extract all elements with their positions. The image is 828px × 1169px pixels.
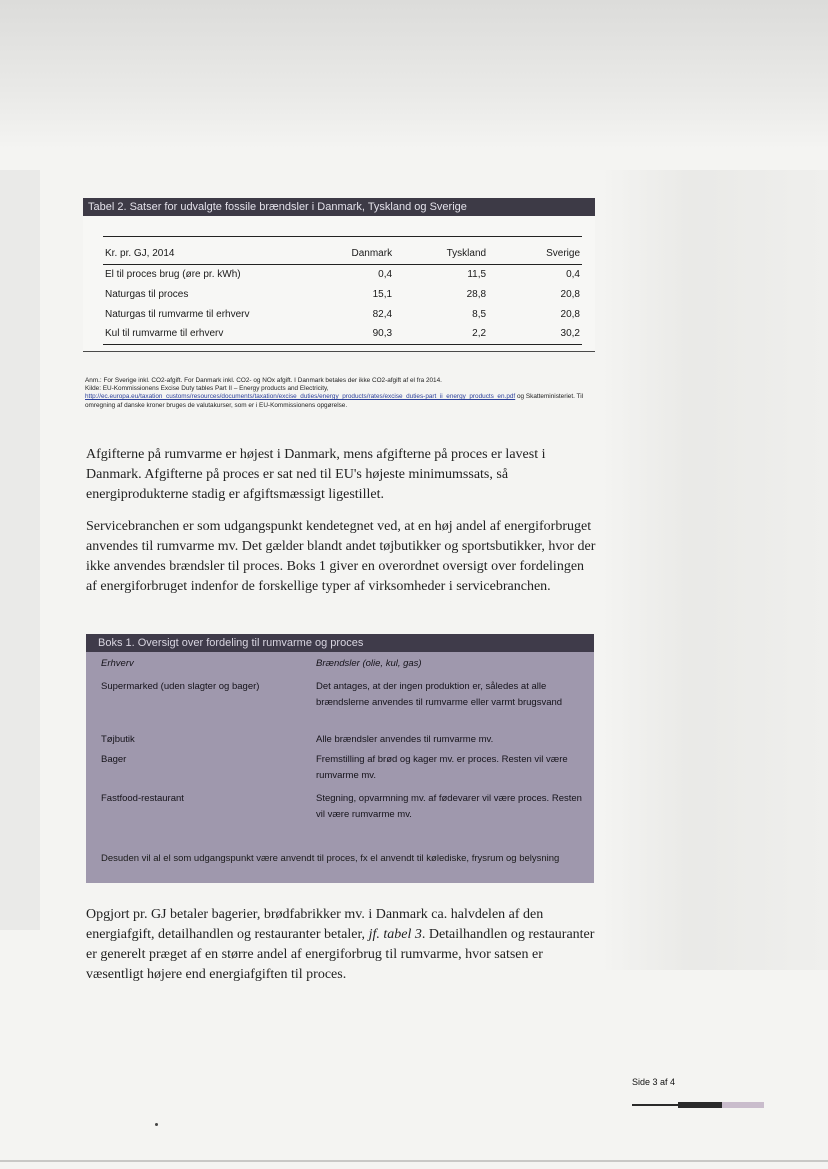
body-paragraph-2: Servicebranchen er som udgangspunkt kendetegnet ved, at en høj andel af energiforbruget anvendes til rumvarme mv. Det gælder blandt andet tøjbutikker og sportsbutikker, hvor der ikke anvendes brændsler til proces. Boks 1 giver en overordnet oversigt over fordelingen af energiforbruget indenfor de forskellige typer af virksomheder i servicebranchen. (86, 519, 596, 594)
note-source-tail: og Skatteministeriet. Til omregning af danske kroner bruges de valutakurser, som er i EU-Kommissionens opgørelse. (85, 393, 584, 409)
cell-sverige: 0,4 (566, 268, 580, 280)
box-1-braendsler: Alle brændsler anvendes til rumvarme mv. (316, 734, 494, 745)
box-1-erhverv: Fastfood-restaurant (101, 793, 184, 804)
cell-danmark: 0,4 (378, 268, 393, 280)
box-1 (86, 634, 594, 883)
table-2 (83, 198, 595, 352)
table-row (103, 324, 582, 344)
note-source-cont (85, 393, 585, 409)
cell-sverige: 20,8 (560, 288, 580, 300)
table-row (103, 284, 582, 304)
col-header-sverige: Sverige (488, 244, 582, 264)
cell-danmark: 90,3 (334, 324, 394, 344)
col-header-tyskland: Tyskland (394, 244, 488, 264)
scan-bleed-right (600, 170, 828, 970)
note-remark: Anm.: For Sverige inkl. CO2-afgift. For Danmark inkl. CO2- og NOx afgift. I Danmark betales der ikke CO2-afgift af el fra 2014. (85, 377, 442, 384)
scan-edge (0, 1160, 828, 1162)
box-1-erhverv: Bager (101, 754, 127, 765)
box-1-erhverv: Tøjbutik (101, 734, 135, 745)
body-paragraph-1: Afgifterne på rumvarme er højest i Danmark, mens afgifterne på proces er lavest i Danmark. Afgifterne på proces er sat ned til EU's højeste minimumssats, så energiprodukterne stadig er afgiftsmæssigt ligestillet. (86, 447, 546, 502)
col-header-danmark: Danmark (334, 244, 394, 264)
cell-sverige: 30,2 (488, 324, 582, 344)
scan-bleed-left (0, 170, 40, 930)
cell-tyskland: 2,2 (394, 324, 488, 344)
table-reference: jf. tabel 3 (368, 927, 422, 942)
table-top-rule (103, 236, 582, 237)
table-row (103, 264, 582, 284)
cell-danmark: 15,1 (372, 288, 393, 300)
scan-shade (0, 0, 828, 150)
cell-tyskland: 28,8 (466, 288, 487, 300)
box-1-braendsler: Fremstilling af brød og kager mv. er proces. Resten vil være rumvarme mv. (316, 754, 568, 781)
box-1-header-left: Erhverv (101, 658, 134, 669)
footer-bar-block (678, 1102, 722, 1108)
cell-tyskland: 8,5 (472, 308, 487, 320)
box-1-header-right: Brændsler (olie, kul, gas) (316, 658, 422, 669)
row-label: Kul til rumvarme til erhverv (103, 324, 334, 344)
table-2-title: Tabel 2. Satser for udvalgte fossile brændsler i Danmark, Tyskland og Sverige (83, 198, 595, 216)
cell-sverige: 20,8 (560, 308, 580, 320)
col-header-unit: Kr. pr. GJ, 2014 (103, 244, 334, 264)
paragraph-3-a: Opgjort pr. GJ betaler bagerier, brødfabrikker mv. i Danmark ca. halvdelen af den energiafgift, detailhandlen og restauranter betaler, (86, 907, 544, 942)
source-link[interactable]: http://ec.europa.eu/taxation_customs/resources/documents/taxation/excise_duties/energy_products/rates/excise_duties-part_ii_energy_products_en.pdf (85, 393, 516, 401)
page-number: Side 3 af 4 (632, 1077, 676, 1087)
table-2-grid (103, 244, 582, 345)
paragraph-3-b: . Detailhandlen og restauranter er generelt præget af en større andel af energiforbrug til rumvarme, hvor satsen er væsentligt højere end energiafgiften til proces. (86, 927, 595, 982)
cell-tyskland: 11,5 (467, 268, 487, 280)
box-1-braendsler: Det antages, at der ingen produktion er, således at alle brændslerne anvendes til rumvarme eller varmt brugsvand (316, 681, 563, 708)
box-1-erhverv: Supermarked (uden slagter og bager) (101, 681, 260, 692)
box-1-braendsler: Stegning, opvarmning mv. af fødevarer vil være proces. Resten vil være rumvarme mv. (316, 793, 582, 820)
row-label: Naturgas til rumvarme til erhverv (105, 308, 250, 320)
table-header-row (103, 244, 582, 264)
cell-danmark: 82,4 (372, 308, 393, 320)
scan-speck (155, 1123, 158, 1126)
box-1-footer: Desuden vil al el som udgangspunkt være anvendt til proces, fx el anvendt til kølediske, frysrum og belysning (101, 853, 560, 864)
box-1-title: Boks 1. Oversigt over fordeling til rumvarme og proces (86, 634, 594, 652)
table-notes (85, 377, 585, 410)
note-source: Kilde: EU-Kommissionens Excise Duty tables Part II – Energy products and Electricity, (85, 385, 329, 393)
row-label: El til proces brug (øre pr. kWh) (105, 268, 241, 280)
table-2-body (83, 216, 595, 352)
body-paragraph-3 (86, 905, 598, 985)
footer-bar (632, 1102, 764, 1108)
footer-bar-accent (722, 1102, 764, 1108)
table-row (103, 304, 582, 324)
row-label: Naturgas til proces (105, 288, 189, 300)
